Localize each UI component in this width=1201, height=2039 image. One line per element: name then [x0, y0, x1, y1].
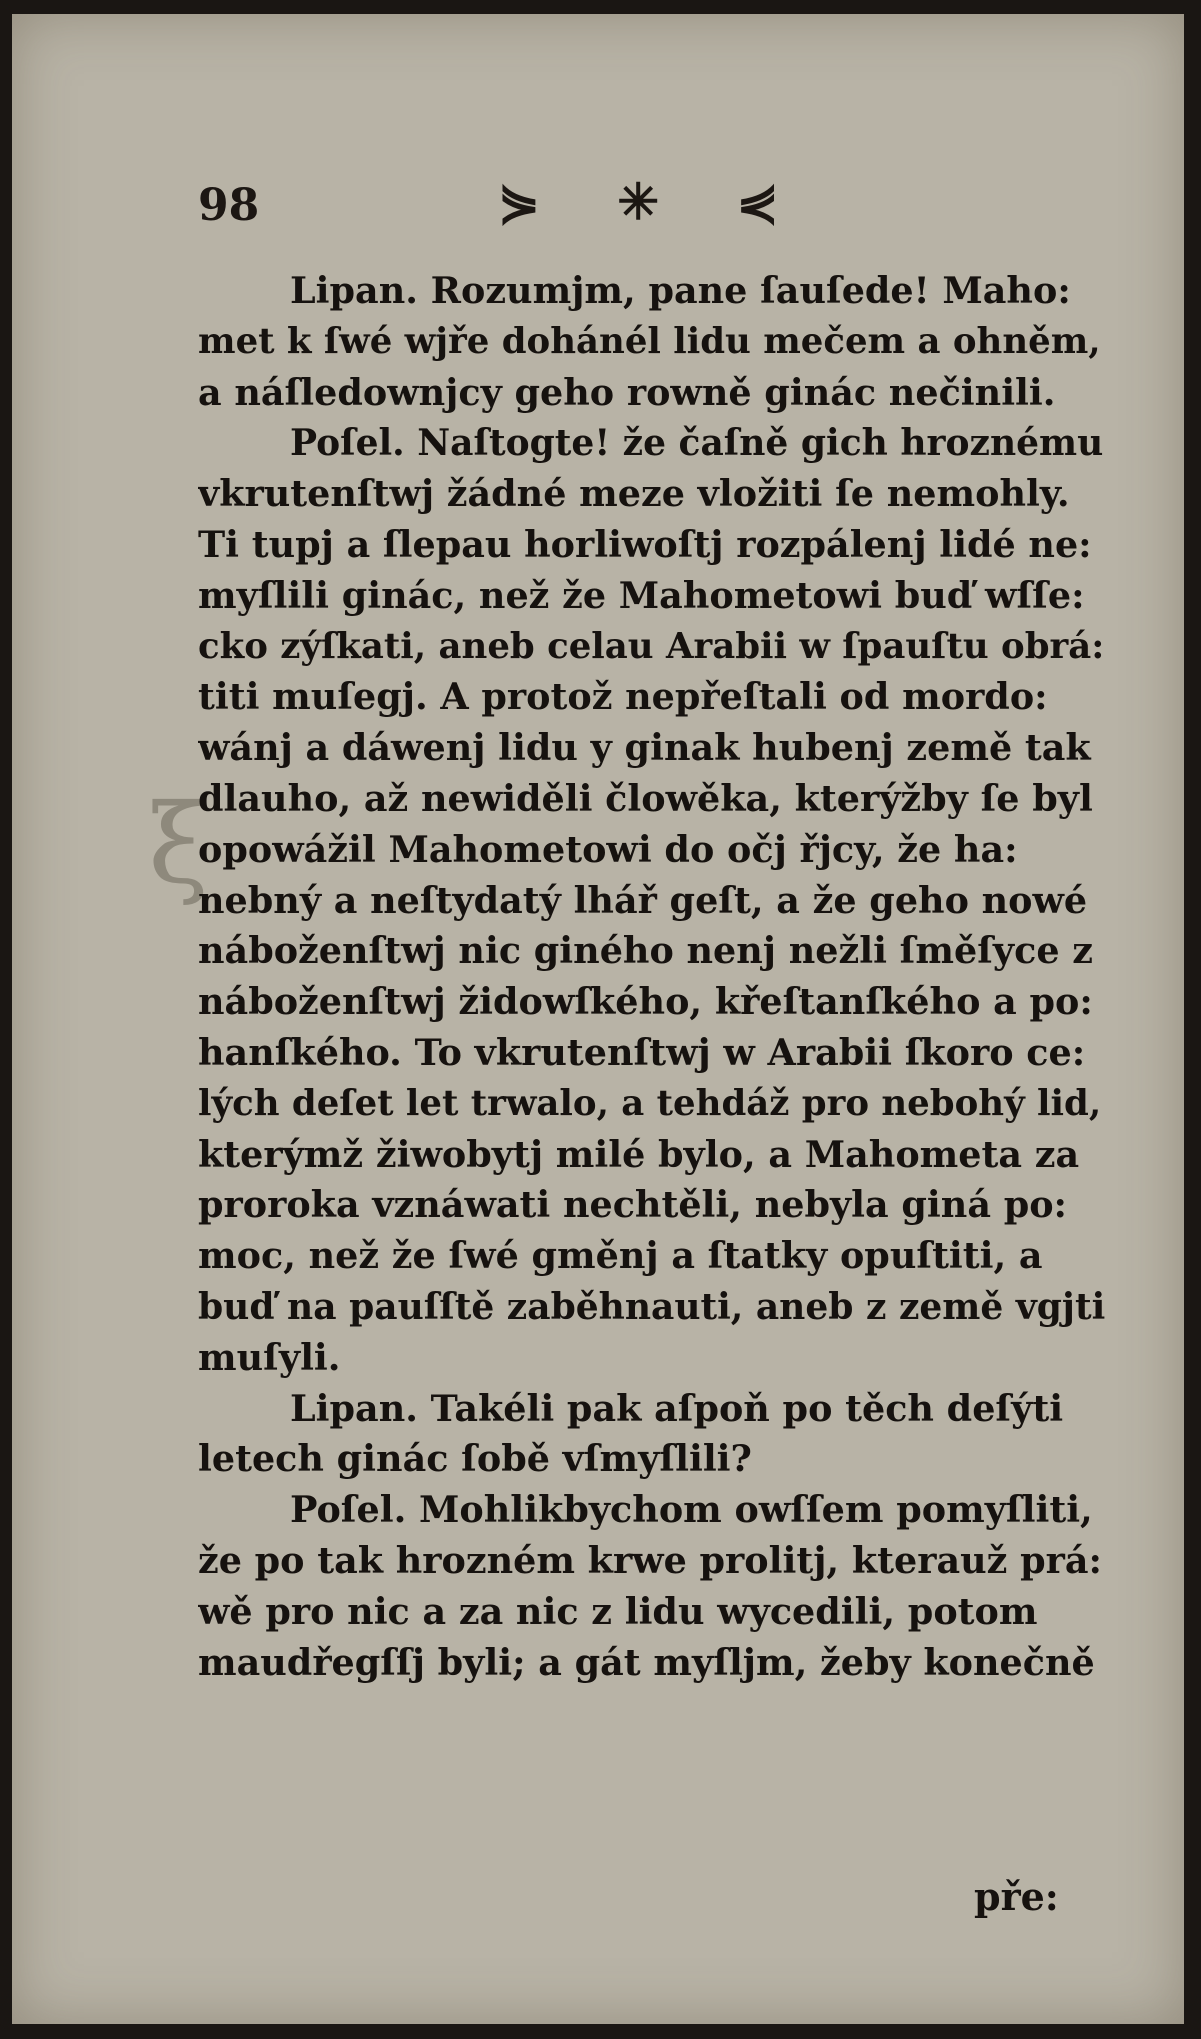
text-line: wě pro nic a za nic z lidu wycedili, potom: [198, 1589, 1038, 1633]
text-line: kterýmž žiwobytj milé bylo, a Mahometa za: [198, 1132, 1080, 1176]
text-line: Poſel. Mohlikbychom owſſem pomyſliti,: [290, 1488, 1093, 1532]
text-line: maudřegſſj byli; a gát myſljm, žeby konečně: [198, 1640, 1095, 1684]
text-line: myſlili ginác, než že Mahometowi buď wſſe:: [198, 573, 1085, 617]
text-line: že po tak hrozném krwe prolitj, kterauž prá:: [198, 1538, 1102, 1582]
text-line: nebný a neſtydatý lhář geſt, a že geho nowé: [198, 878, 1088, 922]
text-line: letech ginác ſobě vſmyſlili?: [198, 1437, 752, 1481]
text-line: Lipan. Rozumjm, pane ſauſede! Maho:: [290, 269, 1071, 312]
text-line: opowážil Mahometowi do očj řjcy, že ha:: [198, 827, 1018, 871]
text-line: lých deſet let trwalo, a tehdáž pro nebohý lid,: [198, 1082, 1102, 1124]
text-line: Poſel. Naſtogte! že čaſně gich hroznému: [290, 422, 1104, 465]
text-line: cko zýſkati, aneb celau Arabii w ſpauſtu obrá:: [198, 625, 1105, 667]
text-line: buď na pauſſtě zaběhnauti, aneb z země vgjti: [198, 1285, 1106, 1328]
text-line: moc, než že ſwé gměnj a ſtatky opuſtiti, a: [198, 1234, 1043, 1278]
text-line: vkrutenſtwj žádné meze vložiti ſe nemohly.: [198, 472, 1070, 516]
text-line: a náſledownjcy geho rowně ginác nečinili.: [198, 370, 1056, 414]
text-line: met k ſwé wjře dohánél lidu mečem a ohněm,: [198, 320, 1101, 362]
text-line: muſyli.: [198, 1335, 341, 1379]
running-header: [198, 172, 818, 242]
text-line: dlauho, až newiděli člowěka, kterýžby ſe byl: [198, 776, 1093, 820]
page-number: 98: [198, 180, 260, 231]
body-text: [198, 266, 1108, 1688]
text-line: náboženſtwj židowſkého, křeſtanſkého a po:: [198, 980, 1093, 1024]
text-line: wánj a dáwenj lidu y ginak hubenj země tak: [198, 726, 1091, 770]
margin-pencil-mark: ξ: [148, 780, 209, 908]
text-line: náboženſtwj nic giného nenj nežli ſměſyce z: [198, 929, 1093, 973]
text-line: hanſkého. To vkrutenſtwj w Arabii ſkoro ce:: [198, 1030, 1086, 1074]
text-line: proroka vznáwati nechtěli, nebyla giná po:: [198, 1183, 1068, 1227]
header-ornament: ⋟ ✳ ⋞: [498, 172, 809, 231]
catchword: pře:: [974, 1874, 1059, 1919]
text-line: titi muſegj. A protož nepřeſtali od mordo:: [198, 675, 1048, 719]
text-line: Lipan. Takéli pak aſpoň po těch deſýti: [290, 1386, 1064, 1430]
book-page: [12, 14, 1184, 2024]
text-line: Ti tupj a ſlepau horliwoſtj rozpálenj lidé ne:: [198, 522, 1092, 566]
